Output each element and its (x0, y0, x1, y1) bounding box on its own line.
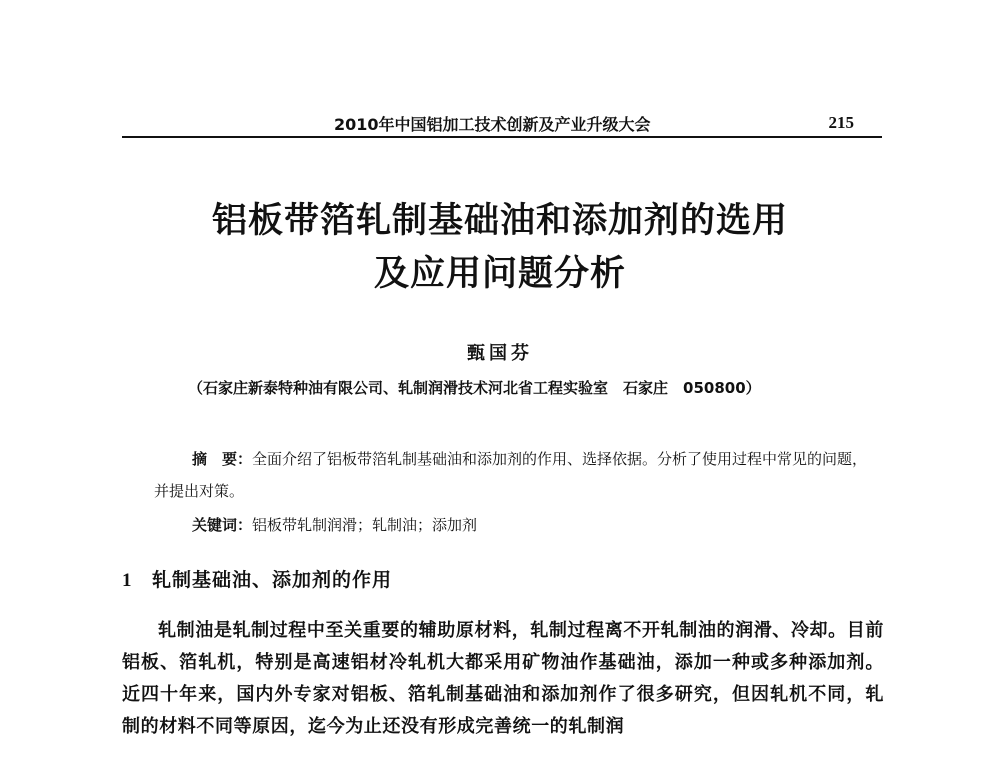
section-heading (122, 565, 392, 592)
keywords-label: 关键词： (192, 516, 253, 534)
author-affiliation: （石家庄新泰特种油有限公司、轧制润滑技术河北省工程实验室 石家庄 050800） (188, 379, 761, 397)
section-number: 1 (122, 570, 132, 591)
running-header (122, 110, 882, 138)
abstract (154, 443, 874, 507)
keywords (192, 514, 477, 535)
abstract-text: 全面介绍了铝板带箔轧制基础油和添加剂的作用、选择依据。分析了使用过程中常见的问题，并提出对策。 (154, 450, 868, 500)
conference-name: 2010年中国铝加工技术创新及产业升级大会 (334, 115, 651, 134)
section-title: 轧制基础油、添加剂的作用 (152, 569, 393, 591)
paper-title-line-1: 铝板带箔轧制基础油和添加剂的选用 (211, 200, 788, 241)
abstract-label: 摘 要： (192, 450, 253, 468)
page-number: 215 (828, 113, 854, 132)
paper-title-line-2: 及应用问题分析 (373, 253, 626, 294)
author-name: 甄国芬 (467, 343, 533, 364)
body-paragraph: 轧制油是轧制过程中至关重要的辅助原材料，轧制过程离不开轧制油的润滑、冷却。目前铝板、箔轧机，特别是高速铝材冷轧机大都采用矿物油作基础油，添加一种或多种添加剂。近四十年来，国内外专家对铝板、箔轧制基础油和添加剂作了很多研究，但因轧机不同，轧制的材料不同等原因，迄今为止还没有形成完善统一的轧制润 (122, 620, 884, 737)
keywords-text: 铝板带轧制润滑；轧制油；添加剂 (252, 516, 478, 534)
